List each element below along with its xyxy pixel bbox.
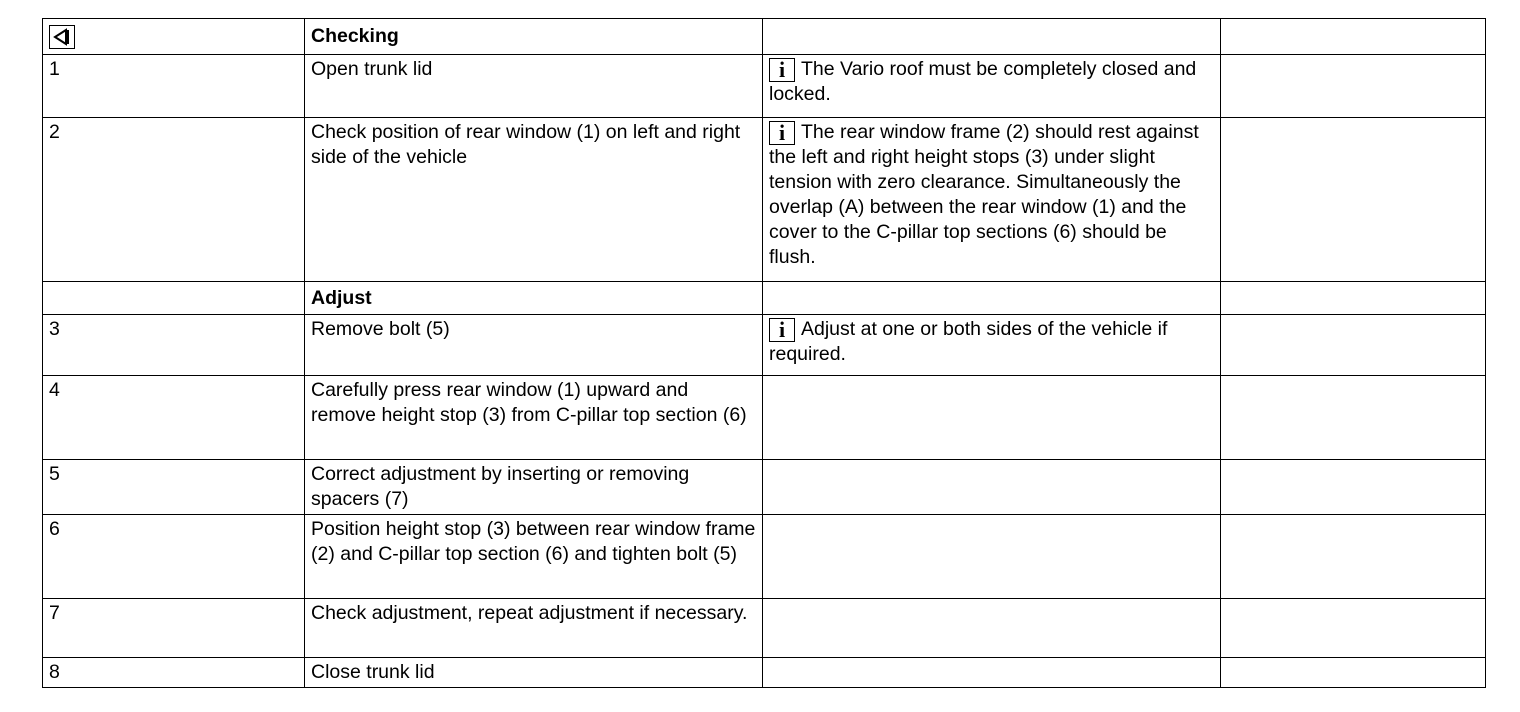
note-cell [763, 599, 1221, 658]
info-icon: i [769, 121, 795, 145]
note-text: The Vario roof must be completely closed and locked. [769, 58, 1197, 105]
empty-cell [1221, 118, 1486, 282]
empty-cell [1221, 282, 1486, 315]
note-cell [763, 658, 1221, 688]
step-action: Correct adjustment by inserting or removing spacers (7) [305, 460, 763, 515]
table-row [43, 376, 1486, 460]
empty-cell [1221, 376, 1486, 460]
table-row-header [43, 19, 1486, 55]
procedure-table [42, 18, 1486, 688]
step-number: 8 [43, 658, 305, 688]
step-number: 5 [43, 460, 305, 515]
note-text: Adjust at one or both sides of the vehicle if required. [769, 318, 1168, 365]
table-row [43, 460, 1486, 515]
step-action: Check position of rear window (1) on left and right side of the vehicle [305, 118, 763, 282]
note-text: The rear window frame (2) should rest against the left and right height stops (3) under slight tension with zero clearance. Simultaneously the overlap (A) between the rear window (1) and the cover to the C-pillar top sections (6) should be flush. [769, 121, 1199, 268]
note-cell [763, 515, 1221, 599]
info-icon: i [769, 58, 795, 82]
step-action: Position height stop (3) between rear window frame (2) and C-pillar top section (6) and tighten bolt (5) [305, 515, 763, 599]
empty-cell [1221, 658, 1486, 688]
section-title-checking: Checking [305, 19, 763, 55]
step-number: 7 [43, 599, 305, 658]
empty-cell [1221, 55, 1486, 118]
info-icon: i [769, 318, 795, 342]
table-row [43, 55, 1486, 118]
step-number: 1 [43, 55, 305, 118]
step-note [763, 55, 1221, 118]
table-row-section [43, 282, 1486, 315]
step-note [763, 118, 1221, 282]
step-action: Check adjustment, repeat adjustment if necessary. [305, 599, 763, 658]
step-action: Remove bolt (5) [305, 315, 763, 376]
table-row [43, 315, 1486, 376]
table-row [43, 599, 1486, 658]
step-number: 4 [43, 376, 305, 460]
note-cell [763, 376, 1221, 460]
step-action: Close trunk lid [305, 658, 763, 688]
empty-cell [1221, 460, 1486, 515]
step-action: Carefully press rear window (1) upward and remove height stop (3) from C-pillar top section (6) [305, 376, 763, 460]
table-row [43, 658, 1486, 688]
step-action: Open trunk lid [305, 55, 763, 118]
empty-cell [1221, 599, 1486, 658]
note-cell [763, 460, 1221, 515]
step-number: 3 [43, 315, 305, 376]
empty-cell [1221, 515, 1486, 599]
empty-cell [1221, 19, 1486, 55]
section-title-adjust: Adjust [305, 282, 763, 315]
note-cell [763, 19, 1221, 55]
step-note [763, 315, 1221, 376]
empty-cell [1221, 315, 1486, 376]
back-cell[interactable] [43, 19, 305, 55]
table-row [43, 515, 1486, 599]
step-number: 2 [43, 118, 305, 282]
step-number: 6 [43, 515, 305, 599]
table-row [43, 118, 1486, 282]
empty-cell [43, 282, 305, 315]
note-cell [763, 282, 1221, 315]
back-triangle-icon[interactable] [49, 25, 75, 49]
